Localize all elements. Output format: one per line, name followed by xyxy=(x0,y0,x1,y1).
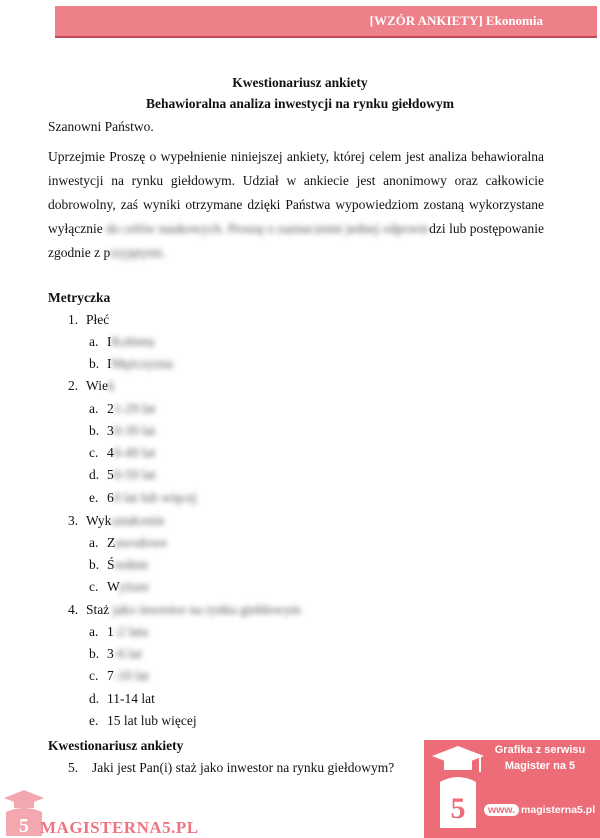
brand-text[interactable]: MAGISTERNA5.PL xyxy=(40,818,199,837)
blurred-text: rednie xyxy=(114,557,149,572)
promo-url-text: magisterna5.pl xyxy=(521,804,596,816)
promo-url[interactable] xyxy=(484,804,595,816)
blurred-text: 0-39 lat xyxy=(113,423,156,438)
question-number: 2. xyxy=(68,378,79,393)
intro-paragraph xyxy=(48,145,544,265)
question-number: 5. xyxy=(68,760,79,775)
blurred-text: k xyxy=(107,378,115,393)
option xyxy=(89,445,155,461)
document-subtitle: Behawioralna analiza inwestycji na rynku giełdowym xyxy=(146,96,454,111)
option-text: I xyxy=(107,356,112,371)
promo-line-1: Grafika z serwisu xyxy=(494,744,586,756)
option-text: 15 lat lub więcej xyxy=(107,713,197,728)
header-label: [WZÓR ANKIETY] Ekonomia xyxy=(369,13,543,28)
option xyxy=(89,668,149,684)
blurred-text: do celów naukowych. Proszę o zaznaczenie jednej odpowie xyxy=(106,221,430,236)
blurred-text: rzyjętymi. xyxy=(110,245,166,260)
option xyxy=(89,535,167,551)
option-letter: d. xyxy=(89,467,100,482)
option-text: 2 xyxy=(107,401,114,416)
question-3 xyxy=(68,513,165,529)
blurred-text: jako inwestor na rynku giełdowym xyxy=(112,602,301,617)
option-text: W xyxy=(107,579,119,594)
graduate-cap-icon xyxy=(430,742,484,836)
option xyxy=(89,713,197,729)
greeting: Szanowni Państwo. xyxy=(48,119,154,134)
option-text: Z xyxy=(107,535,116,550)
brand-digit: 5 xyxy=(19,815,29,837)
option-letter: b. xyxy=(89,356,100,371)
option xyxy=(89,624,148,640)
option xyxy=(89,334,154,350)
blurred-text: yższe xyxy=(118,579,149,594)
option xyxy=(89,691,155,707)
option xyxy=(89,423,155,439)
option-text: Ś xyxy=(107,557,115,572)
header-bar xyxy=(55,6,597,38)
question-5 xyxy=(68,760,394,776)
question-text: Płeć xyxy=(86,312,110,327)
option-text: I xyxy=(107,334,112,349)
promo-banner[interactable] xyxy=(424,740,600,838)
question-2 xyxy=(68,378,115,394)
option-text: 11-14 lat xyxy=(107,691,155,706)
question-number: 1. xyxy=(68,312,79,327)
blurred-text: awodowe xyxy=(115,535,167,550)
question-1 xyxy=(68,312,109,328)
option-text: 4 xyxy=(107,445,114,460)
option xyxy=(89,401,155,417)
blurred-text: Kobieta xyxy=(111,334,155,349)
option-letter: c. xyxy=(89,445,99,460)
question-number: 4. xyxy=(68,602,79,617)
promo-www: www. xyxy=(484,804,519,816)
option-text: 3 xyxy=(107,423,114,438)
option xyxy=(89,467,155,483)
section-metryczka: Metryczka xyxy=(48,290,111,305)
question-text: Staż xyxy=(86,602,110,617)
option xyxy=(89,356,173,372)
section-kwestionariusz: Kwestionariusz ankiety xyxy=(48,738,184,753)
option-text: 3 xyxy=(107,646,114,661)
document-title: Kwestionariusz ankiety xyxy=(232,75,368,90)
option-letter: a. xyxy=(89,535,99,550)
option-letter: d. xyxy=(89,691,100,706)
option-letter: a. xyxy=(89,334,99,349)
blurred-text: Mężczyzna xyxy=(111,356,173,371)
blurred-text: ształcenie xyxy=(111,513,165,528)
option-letter: b. xyxy=(89,646,100,661)
option-letter: a. xyxy=(89,624,99,639)
blurred-text: 1-29 lat xyxy=(113,401,156,416)
blurred-text: -6 lat xyxy=(113,646,142,661)
option-text: 5 xyxy=(107,467,114,482)
option xyxy=(89,557,148,573)
blurred-text: -2 lata xyxy=(113,624,148,639)
question-text: Jaki jest Pan(i) staż jako inwestor na rynku giełdowym? xyxy=(92,760,395,775)
question-text: Wyk xyxy=(86,513,112,528)
option-letter: a. xyxy=(89,401,99,416)
option xyxy=(89,646,142,662)
blurred-text: -10 lat xyxy=(113,668,149,683)
option-letter: c. xyxy=(89,579,99,594)
option-text: 6 xyxy=(107,490,114,505)
intro-text-2: dzi lub postępowanie zgodnie z p xyxy=(48,221,545,260)
option xyxy=(89,579,149,595)
promo-line-2: Magister na 5 xyxy=(504,760,576,772)
blurred-text: 0 lat lub więcej xyxy=(113,490,197,505)
intro-text-1: Uprzejmie Proszę o wypełnienie niniejszej ankiety, której celem jest analiza behawioralna inwestycji na rynku giełdowym. Udział w ankiecie jest anonimowy oraz całkowicie dobrowolny, zaś wyniki otrzymane dzięki Państwa wypowiedziom zostaną wykorzystane wyłącznie xyxy=(48,149,544,236)
option-letter: e. xyxy=(89,490,99,505)
option-letter: e. xyxy=(89,713,99,728)
option-letter: b. xyxy=(89,423,100,438)
question-number: 3. xyxy=(68,513,79,528)
option-letter: c. xyxy=(89,668,99,683)
question-4 xyxy=(68,602,301,618)
blurred-text: 0-49 lat xyxy=(113,445,156,460)
option-text: 1 xyxy=(107,624,114,639)
question-text: Wie xyxy=(86,378,108,393)
blurred-text: 0-59 lat xyxy=(113,467,156,482)
promo-digit: 5 xyxy=(450,792,466,825)
option-text: 7 xyxy=(107,668,114,683)
option-letter: b. xyxy=(89,557,100,572)
option xyxy=(89,490,197,506)
